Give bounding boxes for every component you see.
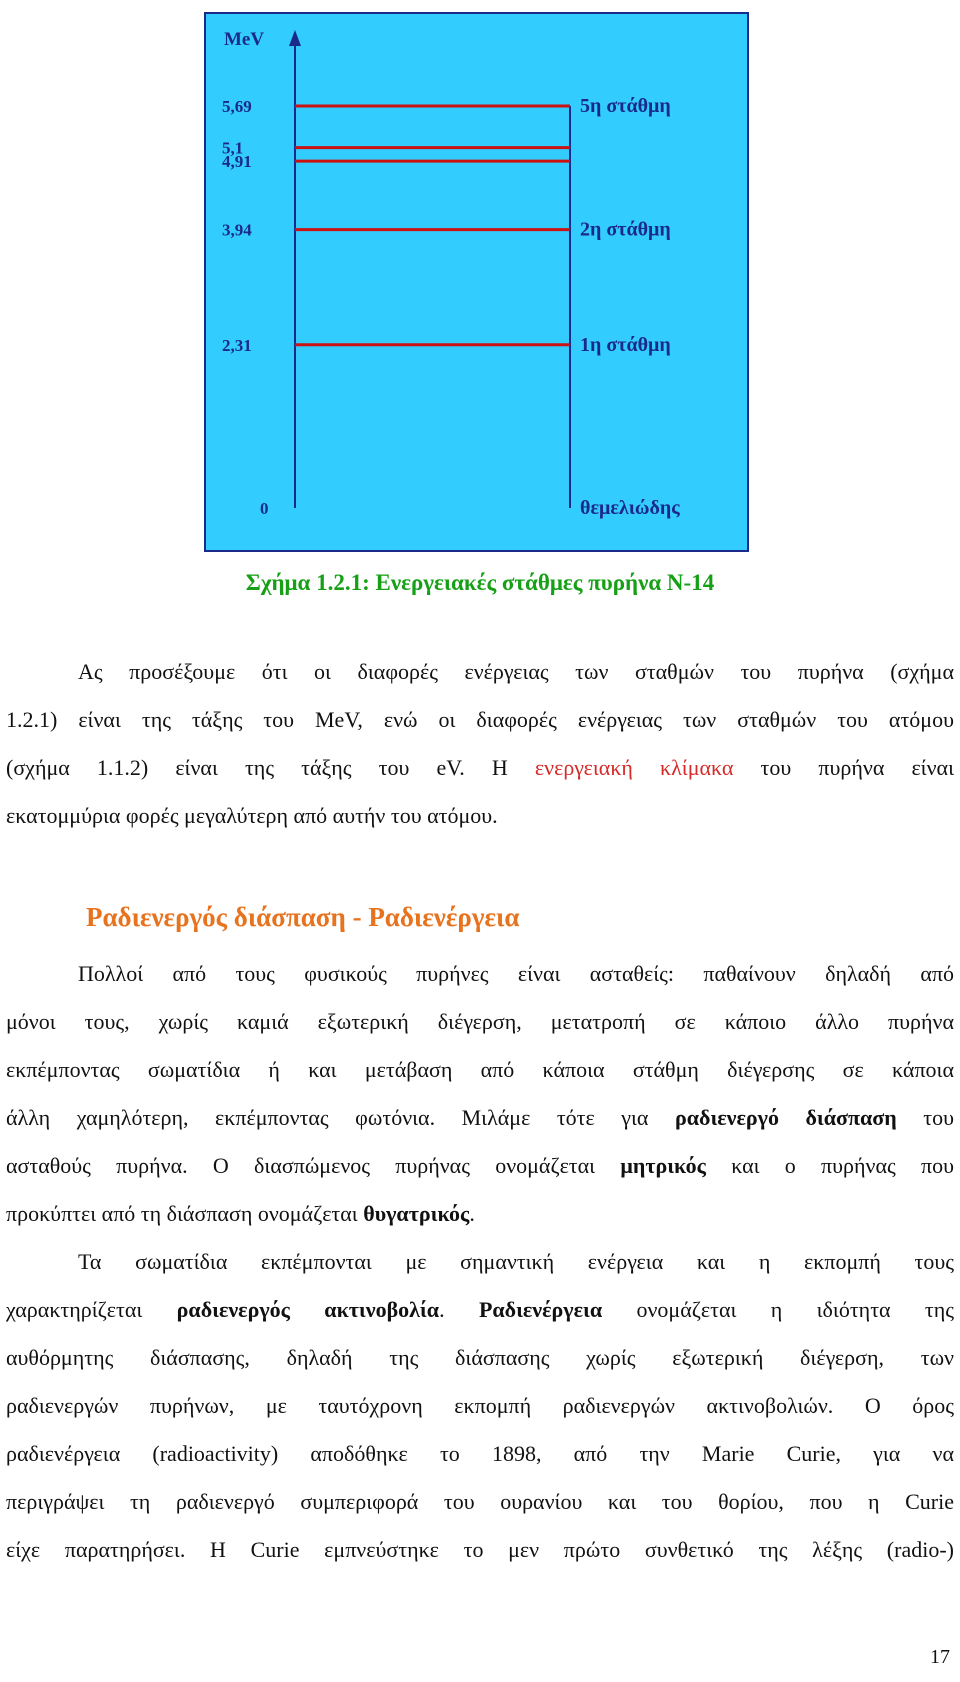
term-daughter: θυγατρικός	[363, 1201, 470, 1226]
text: .	[439, 1297, 479, 1322]
text: ασταθούς πυρήνα. Ο διασπώμενος πυρήνας ονομάζεται	[6, 1153, 621, 1178]
level-value-label: 5,1	[222, 138, 244, 158]
diagram-background	[205, 13, 748, 551]
level-value-label: 0	[260, 499, 269, 518]
line: 1.2.1) είναι της τάξης του MeV, ενώ οι διαφορές ενέργειας των σταθμών του ατόμου	[6, 707, 954, 732]
term-radiation: ραδιενεργός ακτινοβολία	[176, 1297, 440, 1322]
text: του	[896, 1105, 955, 1130]
level-name-label: 5η στάθμη	[580, 95, 671, 117]
highlight-energy-scale: ενεργειακή κλίμακα	[534, 755, 734, 780]
level-name-label: θεμελιώδης	[580, 497, 680, 519]
line: ραδιενεργών πυρήνων, με ταυτόχρονη εκπομπή ραδιενεργών ακτινοβολιών. Ο όρος	[6, 1393, 954, 1418]
level-name-label: 2η στάθμη	[580, 218, 671, 241]
line: αυθόρμητης διάσπασης, δηλαδή της διάσπασης χωρίς εξωτερική διέγερση, των	[6, 1345, 954, 1370]
section-heading: Ραδιενεργός διάσπαση - Ραδιενέργεια	[86, 902, 520, 932]
text: άλλη χαμηλότερη, εκπέμποντας φωτόνια. Μιλάμε τότε για	[6, 1105, 675, 1130]
paragraph-3	[6, 1238, 954, 1574]
line	[6, 1286, 954, 1334]
page-number: 17	[930, 1646, 950, 1668]
paragraph-1	[6, 648, 954, 840]
text: προκύπτει από τη διάσπαση ονομάζεται	[6, 1201, 364, 1226]
line: Πολλοί από τους φυσικούς πυρήνες είναι ασταθείς: παθαίνουν δηλαδή από	[78, 961, 954, 986]
line: εκατομμύρια φορές μεγαλύτερη από αυτήν του ατόμου.	[6, 803, 498, 828]
text: ονομάζεται η ιδιότητα της	[602, 1297, 954, 1322]
line	[6, 744, 954, 792]
line: Ας προσέξουμε ότι οι διαφορές ενέργειας των σταθμών του πυρήνα (σχήμα	[78, 659, 954, 684]
level-value-label: 4,91	[222, 152, 252, 172]
paragraph-2	[6, 950, 954, 1238]
line: Τα σωματίδια εκπέμπονται με σημαντική ενέργεια και η εκπομπή τους	[78, 1249, 954, 1274]
level-value-label: 5,69	[222, 97, 252, 116]
level-name-label: 1η στάθμη	[580, 333, 671, 356]
text: χαρακτηρίζεται	[6, 1297, 177, 1322]
line: περιγράψει τη ραδιενεργό συμπεριφορά του ουρανίου και του θορίου, που η Curie	[6, 1489, 954, 1514]
line	[6, 1094, 954, 1142]
axis-label-mev: MeV	[224, 29, 265, 50]
term-radioactive-decay: ραδιενεργό διάσπαση	[674, 1105, 897, 1130]
text: και ο πυρήνας που	[705, 1153, 954, 1178]
line: μόνοι τους, χωρίς καμιά εξωτερική διέγερση, μετατροπή σε κάποιο άλλο πυρήνα	[6, 1009, 954, 1034]
level-value-label: 3,94	[222, 220, 252, 240]
term-radioactivity: Ραδιενέργεια	[478, 1297, 603, 1322]
line	[6, 1190, 954, 1238]
level-value-label: 2,31	[222, 335, 252, 355]
line: είχε παρατηρήσει. Η Curie εμπνεύστηκε το μεν πρώτο συνθετικό της λέξης (radio-)	[6, 1537, 954, 1562]
line: ραδιενέργεια (radioactivity) αποδόθηκε το 1898, από την Marie Curie, για να	[6, 1441, 954, 1466]
text: (σχήμα 1.1.2) είναι της τάξης του eV. Η	[6, 755, 535, 780]
text: του πυρήνα είναι	[733, 755, 954, 780]
line	[6, 1142, 954, 1190]
term-parent: μητρικός	[620, 1153, 706, 1178]
line: εκπέμποντας σωματίδια ή και μετάβαση από κάποια στάθμη διέγερσης σε κάποια	[6, 1057, 954, 1082]
figure-caption: Σχήμα 1.2.1: Ενεργειακές στάθμες πυρήνα Ν-14	[245, 570, 715, 595]
text: .	[469, 1201, 475, 1226]
energy-level-diagram	[204, 12, 749, 552]
